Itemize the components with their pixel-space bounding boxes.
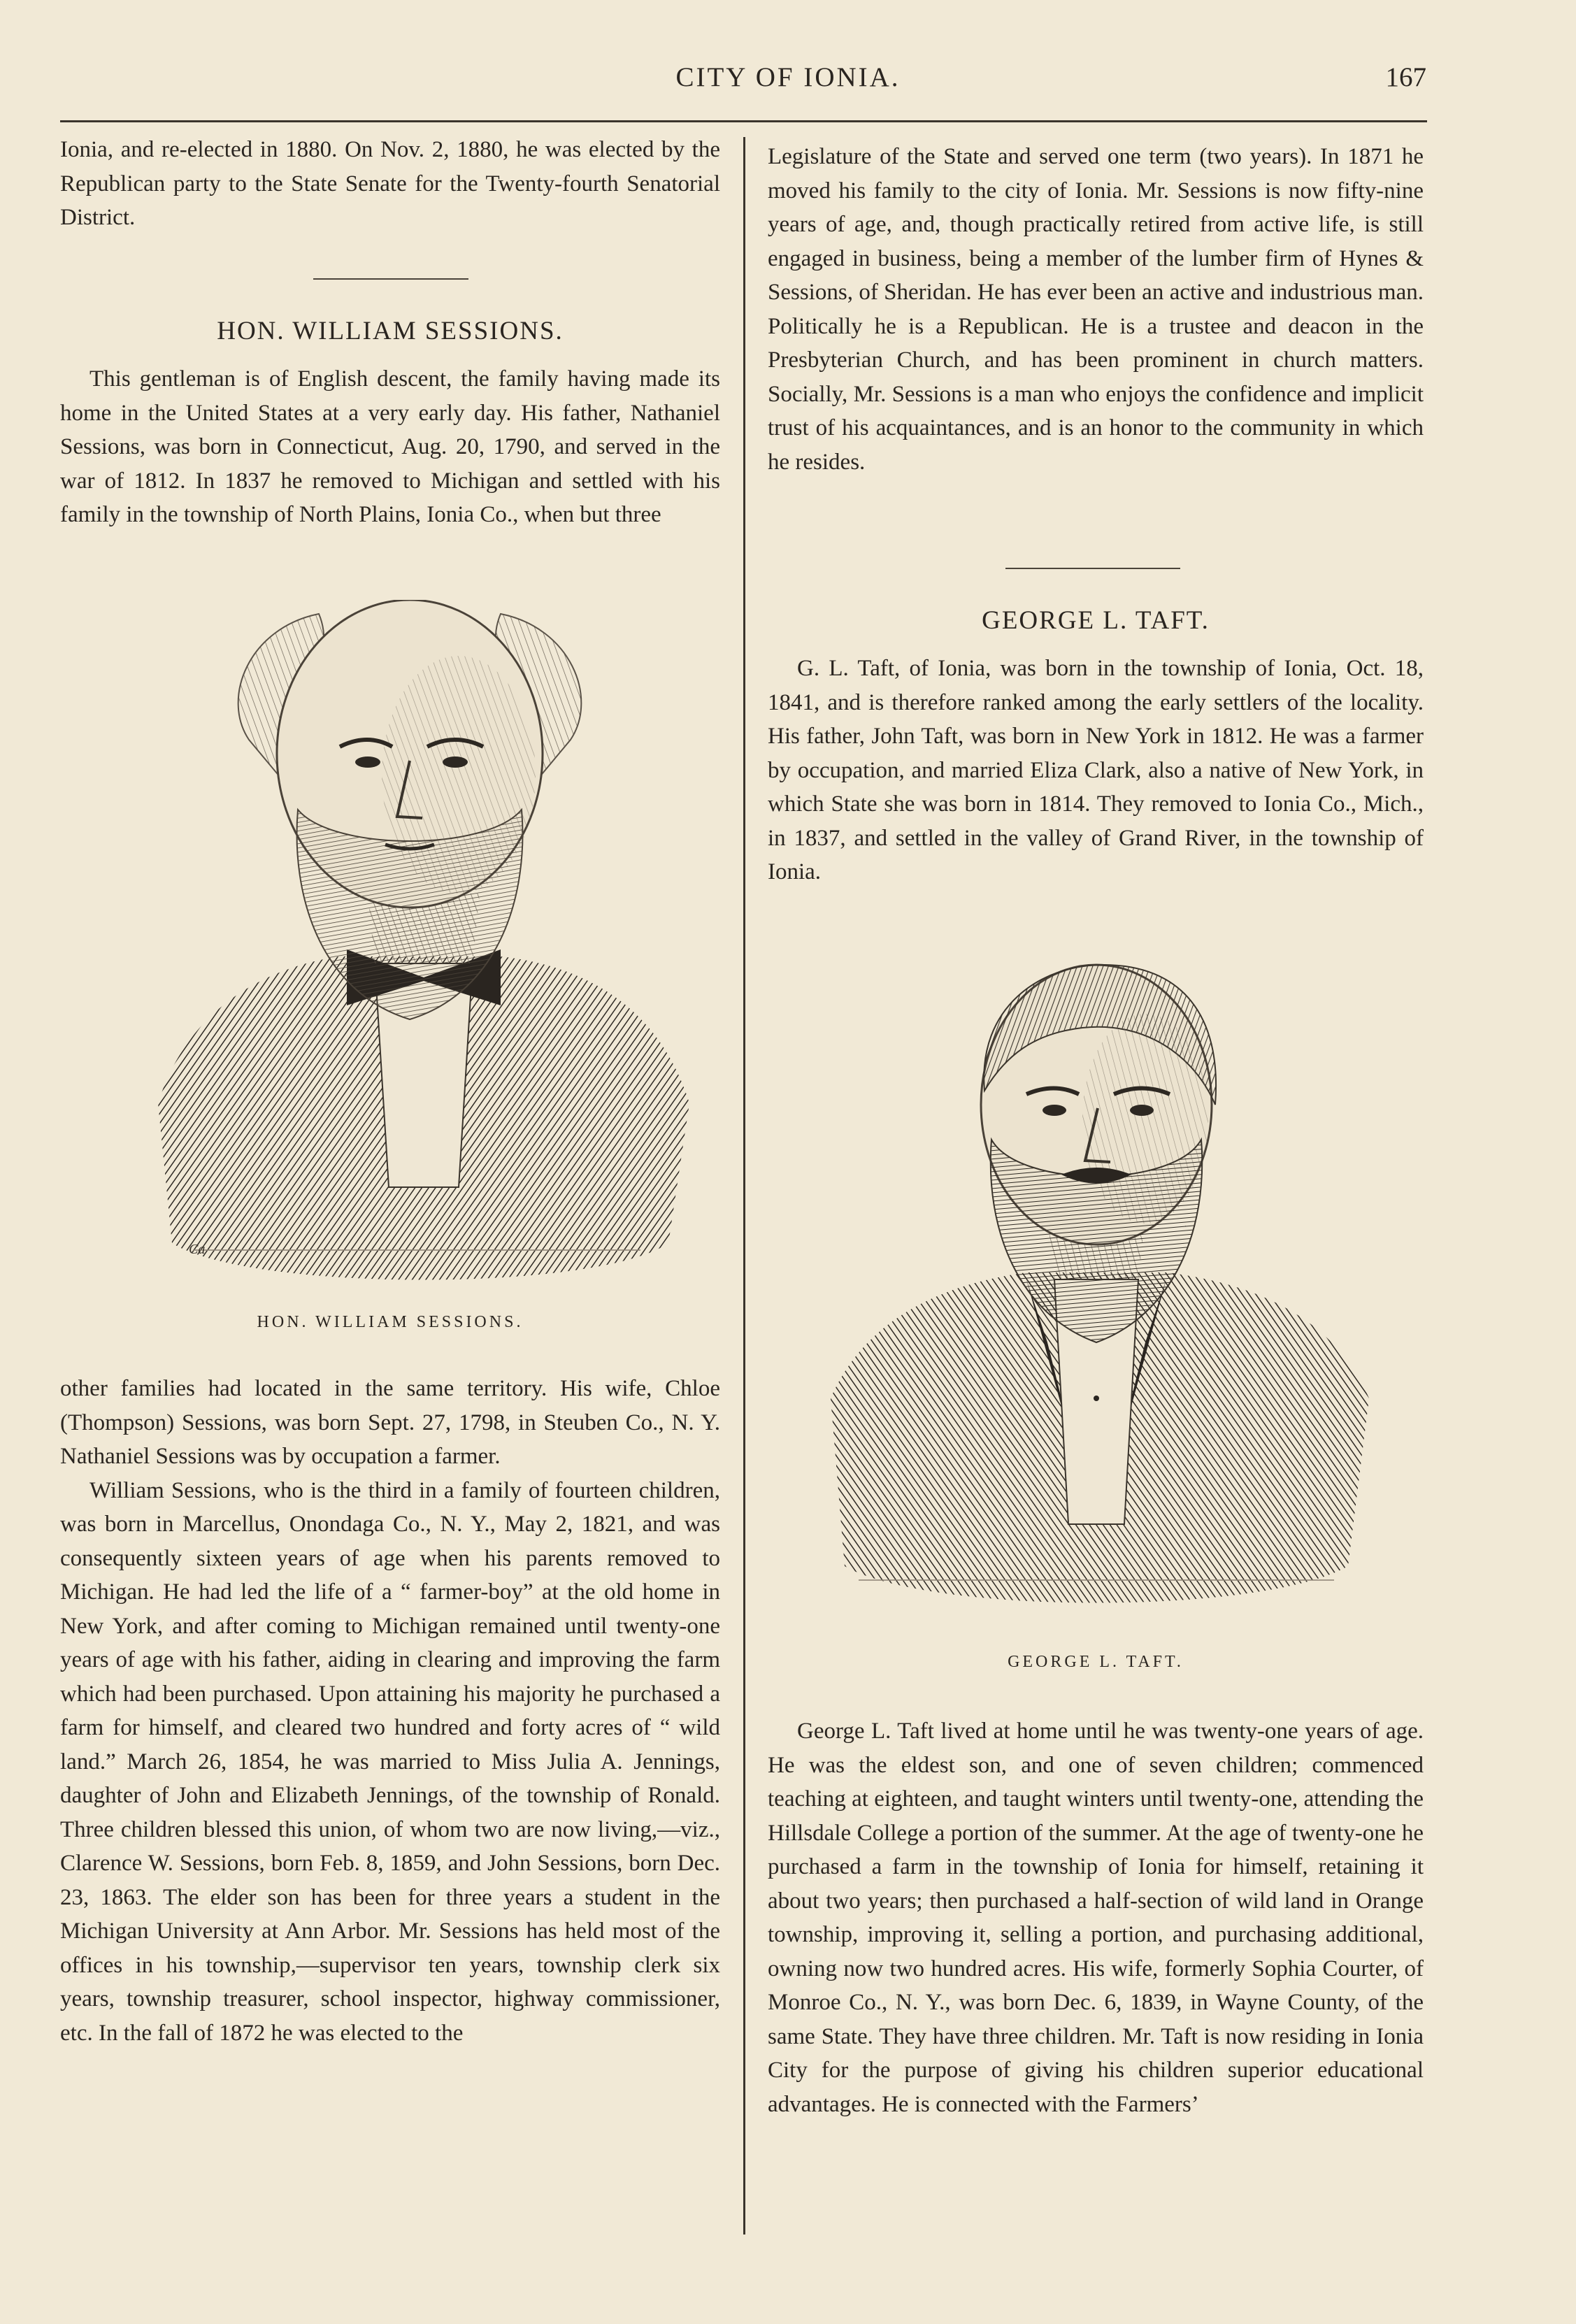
continued-paragraph	[60, 133, 720, 235]
paragraph: other families had located in the same territory. His wife, Chloe (Thompson) Sessions, was born Sept. 27, 1798, in Steuben Co., N. Y. Nathaniel Sessions was by occupation a farmer.	[60, 1376, 720, 1469]
running-title: CITY OF IONIA.	[675, 62, 901, 92]
paragraph: Ionia, and re-elected in 1880. On Nov. 2, 1880, he was elected by the Republican party to the State Senate for the Twenty-fourth Senatorial District.	[60, 137, 720, 230]
section-heading-sessions: HON. WILLIAM SESSIONS.	[217, 317, 564, 345]
page-number: 167	[1385, 62, 1426, 92]
sessions-intro	[60, 362, 720, 532]
paragraph: G. L. Taft, of Ionia, was born in the township of Ionia, Oct. 18, 1841, and is therefore ranked among the early settlers of the locality. His father, John Taft, was born in New York in 1812. He was a farmer by occupation, and married Eliza Clark, also a native of New York, in which State she was born in 1814. They removed to Ionia Co., Mich., in 1837, and settled in the valley of Grand River, in the township of Ionia.	[768, 656, 1424, 884]
paragraph: Legislature of the State and served one term (two years). In 1871 he moved his family to the city of Ionia. Mr. Sessions is now fifty-nine years of age, and, though practically retired from active life, is still engaged in business, being a member of the lumber firm of Hynes & Sessions, of Sheridan. He has ever been an active and industrious man. Politically he is a Republican. He is a trustee and deacon in the Presbyterian Church, and has been prominent in church matters. Socially, Mr. Sessions is a man who enjoys the confidence and implicit trust of his acquaintances, and is an honor to the community in which he resides.	[768, 144, 1424, 475]
column-divider	[743, 137, 745, 2235]
taft-body	[768, 1714, 1424, 2121]
portrait-george-taft	[817, 951, 1376, 1622]
section-heading-taft: GEORGE L. TAFT.	[982, 606, 1210, 635]
paragraph: George L. Taft lived at home until he was twenty-one years of age. He was the eldest son, and one of seven children; commenced teaching at eighteen, and taught winters until twenty-one, attending the Hillsdale College a portion of the summer. At the age of twenty-one he purchased a farm in the township of Ionia for himself, retaining it about two years; then purchased a half-section of wild land in Orange township, improving it, selling a portion, and purchasing additional, owning now two hundred acres. His wife, formerly Sophia Courter, of Monroe Co., N. Y., was born Dec. 6, 1839, in Wayne County, of the same State. They have three children. Mr. Taft is now residing in Ionia City for the purpose of giving his children superior educational advantages. He is connected with the Farmers’	[768, 1719, 1424, 2117]
engraving-illustration	[817, 951, 1376, 1622]
section-rule	[1005, 568, 1180, 569]
running-head	[0, 62, 1576, 103]
engraving-illustration	[109, 600, 724, 1292]
taft-intro	[768, 652, 1424, 889]
section-rule	[313, 278, 468, 280]
portrait-caption-taft: GEORGE L. TAFT.	[1008, 1653, 1184, 1671]
paragraph: William Sessions, who is the third in a family of fourteen children, was born in Marcellus, Onondaga Co., N. Y., May 2, 1821, and was consequently sixteen years of age when his parents removed to Michigan. He had led the life of a “ farmer-boy” at the old home in New York, and after coming to Michigan remained until twenty-one years of age with his father, aiding in clearing and improving the farm which had been purchased. Upon attaining his majority he purchased a farm for himself, and cleared two hundred and forty acres of “ wild land.” March 26, 1854, he was married to Miss Julia A. Jennings, daughter of John and Elizabeth Jennings, of the township of Ronald. Three children blessed this union, of whom two are now living,—viz., Clarence W. Sessions, born Feb. 8, 1859, and John Sessions, born Dec. 23, 1863. The elder son has been for three years a student in the Michigan University at Ann Arbor. Mr. Sessions has held most of the offices in his township,—supervisor ten years, township clerk six years, township treasurer, school inspector, highway commissioner, etc. In the fall of 1872 he was elected to the	[60, 1477, 720, 2046]
portrait-william-sessions	[109, 600, 724, 1292]
header-rule	[60, 120, 1427, 122]
paragraph: This gentleman is of English descent, the family having made its home in the United States at a very early day. His father, Nathaniel Sessions, was born in Connecticut, Aug. 20, 1790, and served in the war of 1812. In 1837 he removed to Michigan and settled with his family in the township of North Plains, Ionia Co., when but three	[60, 366, 720, 527]
sessions-continued	[768, 140, 1424, 479]
engraver-mark: Ca	[189, 1242, 206, 1257]
portrait-caption-sessions: HON. WILLIAM SESSIONS.	[257, 1313, 524, 1331]
sessions-body	[60, 1372, 720, 2050]
